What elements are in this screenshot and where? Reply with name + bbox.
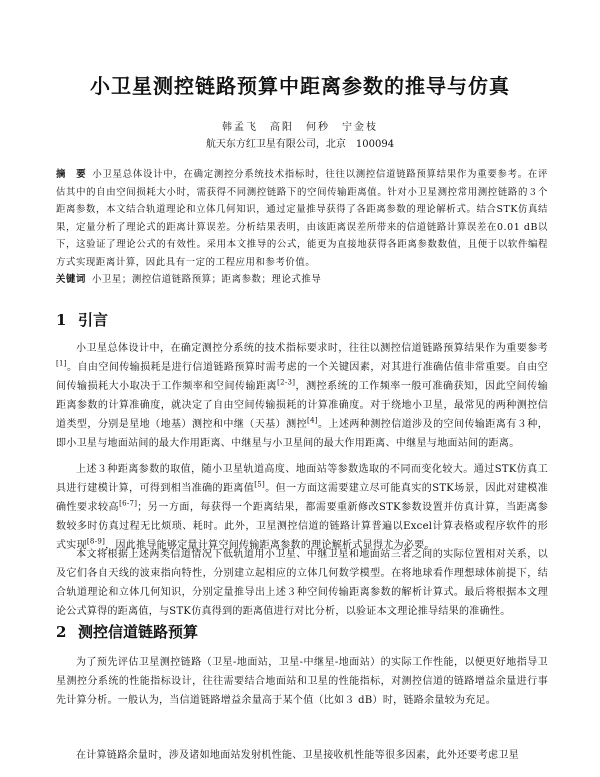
text-run: ，因此推导能够定量计算空间传输距离参数的理论解析式显得尤为必要。	[105, 540, 435, 551]
abstract-label: 摘 要	[56, 169, 87, 180]
citation: [8-9]	[86, 537, 106, 546]
text-run: 。上述两种测控信道涉及的空间传输距离有３种，即小卫星与地面站间的最大作用距离、中继星与小卫星间的最大作用距离、中继星与地面站间的距离。	[56, 419, 548, 449]
citation: [2-3]	[277, 378, 296, 387]
text-run: 。但一方面这需要建立尽可能真实的STK场景，因此对建模准确性要求较高	[56, 483, 548, 513]
section-heading-introduction	[56, 309, 108, 330]
text-run: 上述３种距离参数的取值，随小卫星轨道高度、地面站等参数选取的不同而变化较大。通过STK仿真工具进行建模计算，可得到相当准确的距离值	[56, 464, 548, 494]
keywords	[56, 271, 548, 288]
author-list: 韩孟飞 高阳 何秒 宁金枝	[222, 122, 378, 133]
text-run: ，测控系统的工作频率一般可准确获知，因此空间传输距离参数的计算准确度，就决定了自由空间传输损耗的计算准确度。对于绕地小卫星，最常见的两种测控信道类型，分别是星地（地基）测控和中继（天基）测控	[56, 381, 548, 430]
text-run: ；另一方面，每获得一个距离结果，都需要重新修改STK参数设置并仿真计算，当距离参数较多时仿真过程无比烦琐、耗时。此外，卫星测控信道的链路计算普遍以Excel计算表格或程序软件的形式实现	[56, 502, 548, 551]
citation: [1]	[56, 359, 67, 368]
citation: [5]	[254, 480, 266, 489]
intro-paragraph-1	[56, 339, 548, 453]
keywords-label: 关键词	[56, 274, 86, 285]
citation: [4]	[307, 416, 318, 425]
keywords-text: 小卫星；测控信道链路预算；距离参数；理论式推导	[91, 274, 322, 285]
section-number: 1	[56, 311, 67, 329]
link-budget-paragraph-2: 在计算链路余量时，涉及诸如地面站发射机性能、卫星接收机性能等很多因素，此外还要考虑卫星	[76, 750, 519, 761]
paper-title: 小卫星测控链路预算中距离参数的推导与仿真	[90, 74, 510, 98]
citation: [6-7]	[119, 499, 138, 508]
link-budget-paragraph-1: 为了预先评估卫星测控链路（卫星-地面站，卫星-中继星-地面站）的实际工作性能，以便更好地指导卫星测控分系统的性能指标设计，往往需要结合地面站和卫星的性能指标，对测控信道的链路增益余量进行事先计算分析。一般认为，当信道链路增益余量高于某个值（比如３ dB）时，链路余量较为充足。	[56, 657, 548, 706]
abstract-text: 小卫星总体设计中，在确定测控分系统技术指标时，往往以测控信道链路预算结果作为重要参考。在评估其中的自由空间损耗大小时，需获得不同测控链路下的空间传输距离值。针对小卫星测控常用测控链路的３个距离参数，本文结合轨道理论和立体几何知识，通过定量推导获得了各距离参数的理论解析式。结合STK仿真结果，定量分析了理论式的距离计算误差。分析结果表明，由该距离误差所带来的信道链路计算误差在0.01 dB以下，这验证了理论公式的有效性。采用本文推导的公式，能更为直接地获得各距离参数数值，且便于以软件编程方式实现距离计算，因此具有一定的工程应用和参考价值。	[56, 169, 548, 268]
text-run: 。自由空间传输损耗是进行信道链路预算时需考虑的一个关键因素，对其进行准确估值非常重要。自由空间传输损耗大小取决于工作频率和空间传输距离	[56, 362, 548, 392]
section-number: 2	[56, 623, 67, 641]
section-heading-link-budget	[56, 621, 198, 642]
section-title: 测控信道链路预算	[78, 623, 199, 641]
affiliation: 航天东方红卫星有限公司，北京 100094	[205, 139, 395, 150]
intro-paragraph-3: 本文将根据上述两类信道情况下低轨道用小卫星、中继卫星和地面站三者之间的实际位置相对关系，以及它们各自天线的波束指向特性，分别建立起相应的立体几何数学模型。在将地球看作理想球体前提下，结合轨道理论和立体几何知识，分别定量推导出上述３种空间传输距离参数的解析计算式。最后将根据本文理论公式算得的距离值，与STK仿真得到的距离值进行对比分析，以验证本文理论推导结果的准确性。	[56, 549, 548, 617]
intro-paragraph-2	[56, 460, 548, 555]
abstract	[56, 166, 548, 271]
section-title: 引言	[78, 311, 109, 329]
text-run: 小卫星总体设计中，在确定测控分系统的技术指标要求时，往往以测控信道链路预算结果作为重要参考	[76, 343, 548, 354]
